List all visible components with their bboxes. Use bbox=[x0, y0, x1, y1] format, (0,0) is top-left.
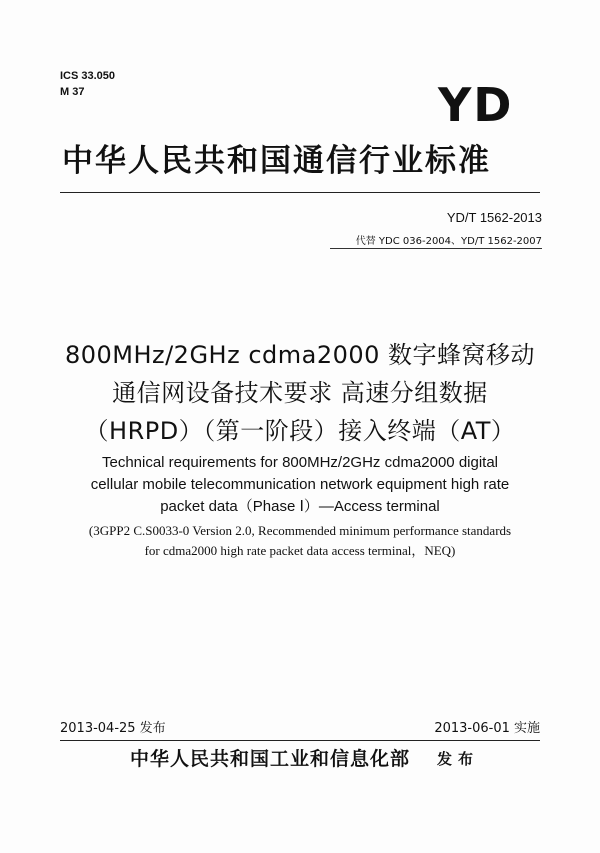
category-code: M 37 bbox=[60, 86, 85, 98]
ics-code: ICS 33.050 bbox=[60, 70, 116, 82]
equivalence-note-line-1: (3GPP2 C.S0033-0 Version 2.0, Recommended minimum performance standards bbox=[88, 523, 512, 538]
standard-number: YD/T 1562-2013 bbox=[446, 210, 542, 225]
yd-logo: YD bbox=[438, 78, 514, 132]
replaces-note: 代替 YDC 036-2004、YD/T 1562-2007 bbox=[355, 236, 542, 247]
english-title-line-3: packet data（Phase Ⅰ）—Access terminal bbox=[160, 498, 440, 515]
chinese-title-line-2: 通信网设备技术要求 高速分组数据 bbox=[112, 379, 488, 407]
replaces-underline bbox=[330, 248, 542, 249]
publish-label: 发布 bbox=[437, 750, 480, 768]
equivalence-note-line-2: for cdma2000 high rate packet data access terminal，NEQ) bbox=[144, 543, 456, 558]
standard-title: 中华人民共和国通信行业标准 bbox=[62, 143, 491, 179]
english-title-line-1: Technical requirements for 800MHz/2GHz cdma2000 digital bbox=[101, 454, 499, 471]
chinese-title-line-1: 800MHz/2GHz cdma2000 数字蜂窝移动 bbox=[64, 341, 536, 369]
issue-date: 2013-04-25 发布 bbox=[60, 721, 166, 736]
implementation-date: 2013-06-01 实施 bbox=[434, 721, 540, 736]
top-divider bbox=[60, 192, 540, 193]
chinese-title-line-3: （HRPD）（第一阶段）接入终端（AT） bbox=[84, 417, 516, 445]
bottom-divider bbox=[60, 740, 540, 741]
publisher-name: 中华人民共和国工业和信息化部 bbox=[130, 748, 411, 770]
english-title-line-2: cellular mobile telecommunication network equipment high rate bbox=[90, 476, 510, 493]
